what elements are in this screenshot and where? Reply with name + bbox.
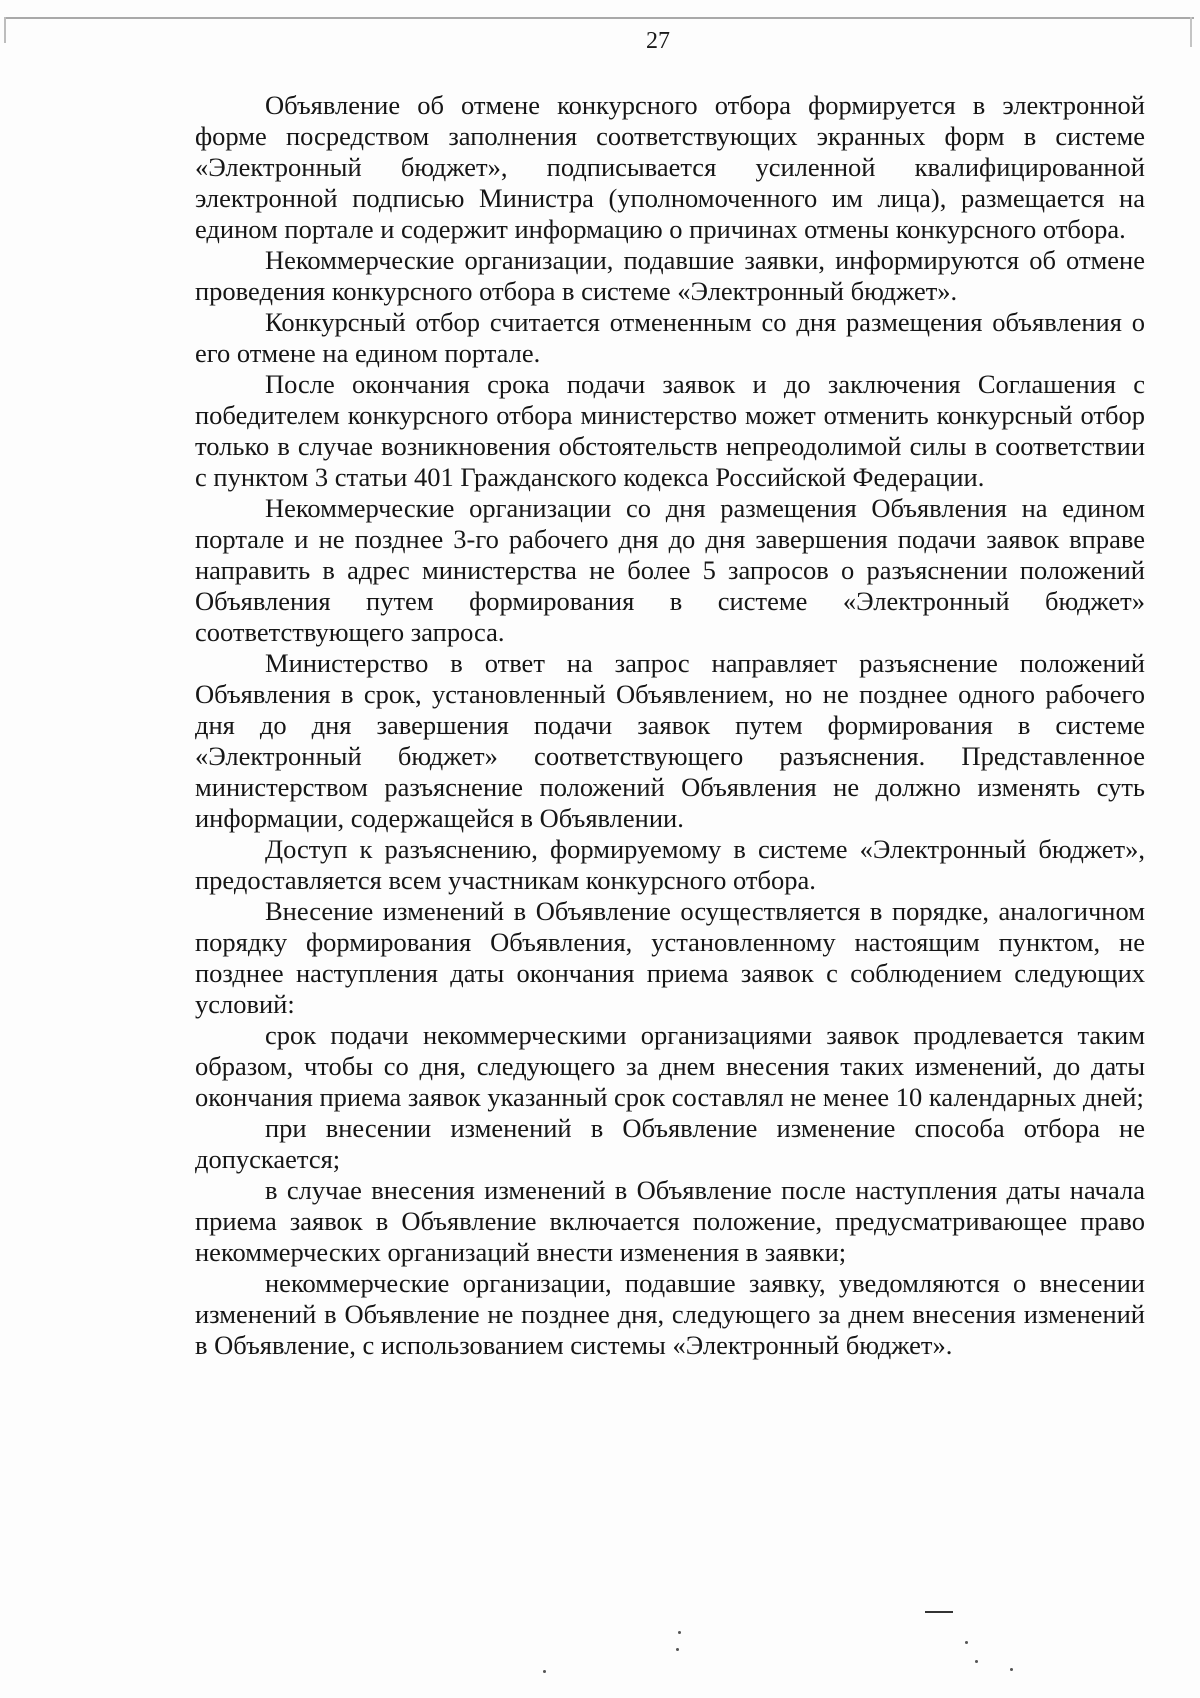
paragraph-11: в случае внесения изменений в Объявление после наступления даты начала приема заявок в Объявление включается положение, предусматривающее право некоммерческих организаций внести изменения в заявки; — [195, 1175, 1145, 1267]
scan-artifact — [975, 1660, 978, 1663]
paragraph-9: срок подачи некоммерческими организациями заявок продлевается таким образом, чтобы со дня, следующего за днем внесения таких изменений, до даты окончания приема заявок указанный срок составлял не менее 10 календарных дней; — [195, 1020, 1145, 1112]
paragraph-6: Министерство в ответ на запрос направляет разъяснение положений Объявления в срок, установленный Объявлением, но не позднее одного рабочего дня до дня завершения подачи заявок путем формирования в системе «Электронный бюджет» соответствующего разъяснения. Представленное министерством разъяснение положений Объявления не должно изменять суть информации, содержащейся в Объявлении. — [195, 648, 1145, 833]
document-body — [195, 90, 1145, 1361]
paragraph-10: при внесении изменений в Объявление изменение способа отбора не допускается; — [195, 1113, 1145, 1174]
paragraph-5: Некоммерческие организации со дня размещения Объявления на едином портале и не позднее 3-го рабочего дня до дня завершения подачи заявок вправе направить в адрес министерства не более 5 запросов о разъяснении положений Объявления путем формирования в системе «Электронный бюджет» соответствующего запроса. — [195, 493, 1145, 647]
scan-artifact — [543, 1670, 546, 1673]
page-number: 27 — [646, 28, 670, 54]
paragraph-1: Объявление об отмене конкурсного отбора формируется в электронной форме посредством заполнения соответствующих экранных форм в системе «Электронный бюджет», подписывается усиленной квалифицированной электронной подписью Министра (уполномоченного им лица), размещается на едином портале и содержит информацию о причинах отмены конкурсного отбора. — [195, 90, 1145, 244]
paragraph-2: Некоммерческие организации, подавшие заявки, информируются об отмене проведения конкурсного отбора в системе «Электронный бюджет». — [195, 245, 1145, 306]
scan-artifact — [965, 1641, 968, 1644]
scan-artifact — [676, 1648, 679, 1651]
paragraph-12: некоммерческие организации, подавшие заявку, уведомляются о внесении изменений в Объявление не позднее дня, следующего за днем внесения изменений в Объявление, с использованием системы «Электронный бюджет». — [195, 1268, 1145, 1360]
scan-artifact — [925, 1611, 953, 1613]
paragraph-3: Конкурсный отбор считается отмененным со дня размещения объявления о его отмене на едином портале. — [195, 307, 1145, 368]
paragraph-4: После окончания срока подачи заявок и до заключения Соглашения с победителем конкурсного отбора министерство может отменить конкурсный отбор только в случае возникновения обстоятельств непреодолимой силы в соответствии с пунктом 3 статьи 401 Гражданского кодекса Российской Федерации. — [195, 369, 1145, 492]
scan-artifact — [678, 1631, 681, 1634]
paragraph-8: Внесение изменений в Объявление осуществляется в порядке, аналогичном порядку формирования Объявления, установленному настоящим пунктом, не позднее наступления даты окончания приема заявок с соблюдением следующих условий: — [195, 896, 1145, 1019]
top-border-line — [4, 17, 1194, 19]
paragraph-7: Доступ к разъяснению, формируемому в системе «Электронный бюджет», предоставляется всем участникам конкурсного отбора. — [195, 834, 1145, 895]
scan-artifact — [1010, 1668, 1013, 1671]
